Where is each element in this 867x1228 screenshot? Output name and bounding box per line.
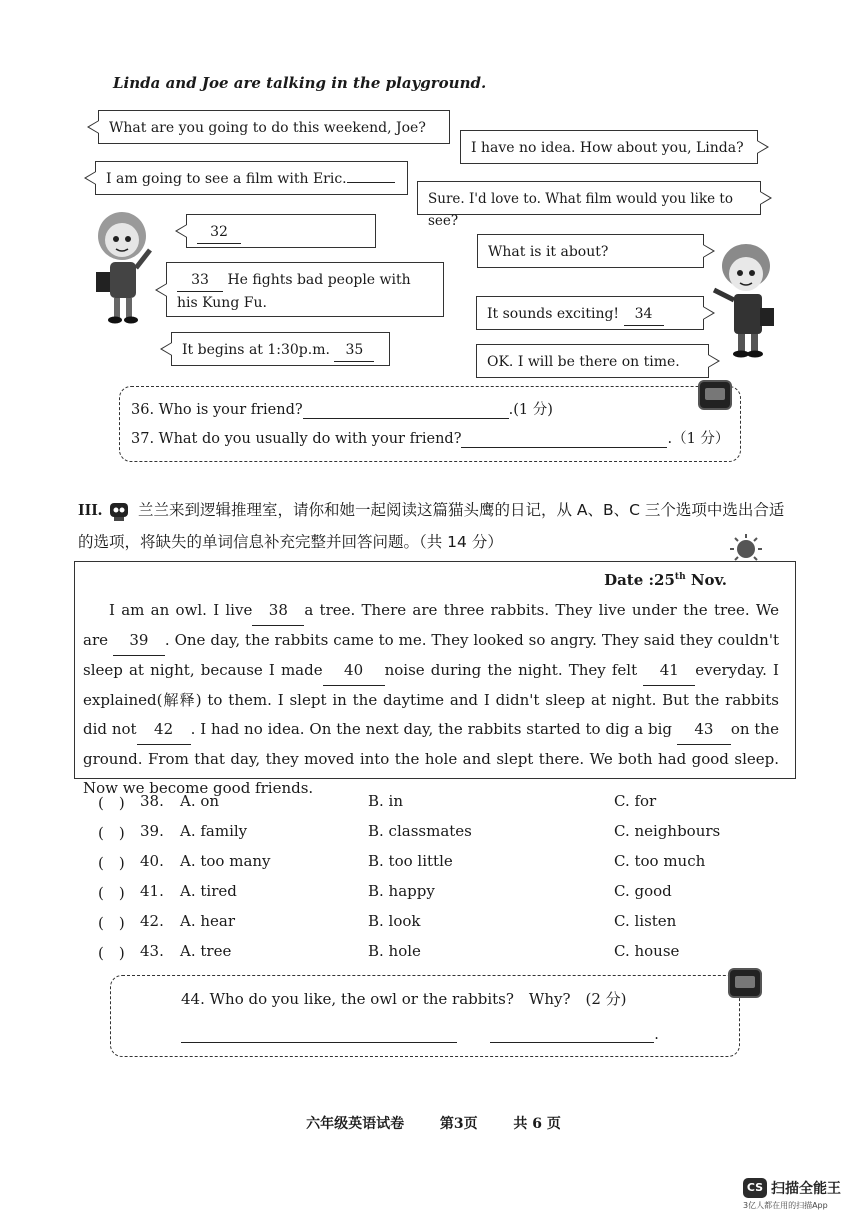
option-a: A. tree xyxy=(180,942,232,960)
answer-bracket[interactable]: ( ) xyxy=(98,854,125,872)
answer-line-2[interactable] xyxy=(490,1026,654,1043)
date-month: Nov. xyxy=(685,571,727,589)
question-44 xyxy=(181,988,627,1009)
option-number: 38. xyxy=(140,792,164,810)
diary-text xyxy=(83,596,779,803)
instruction-text: 兰兰来到逻辑推理室，请你和她一起阅读这篇猫头鹰的日记，从 A、B、C 三个选项中选出合适的选项，将缺失的单词信息补充完整并回答问题。（共 14 分） xyxy=(78,501,785,551)
answer-line-1[interactable] xyxy=(181,1026,457,1043)
diary-segment: everyday. I explained(解释) to them. I slept in the daytime and I didn't sleep at night. But the rabbits did not xyxy=(83,661,779,738)
blank-40: 40 xyxy=(323,656,385,686)
diary-segment: I am an owl. I live xyxy=(109,601,253,619)
blank-35: 35 xyxy=(334,339,374,362)
date-suffix: th xyxy=(674,572,686,582)
bubble-text: It begins at 1:30p.m. xyxy=(182,342,330,358)
section-number: III. xyxy=(78,500,103,519)
bubble-sounds-exciting xyxy=(476,296,704,330)
option-a: A. hear xyxy=(180,912,236,930)
dialog-title: Linda and Joe are talking in the playground. xyxy=(113,74,487,92)
blank-42: 42 xyxy=(137,715,191,745)
diary-segment: on the ground. From that day, they moved into the hole and slept there. We both had good sleep. Now we become good friends. xyxy=(83,720,779,797)
option-row-42 xyxy=(98,912,798,938)
bubble-text: OK. I will be there on time. xyxy=(487,354,680,370)
bubble-text: I have no idea. How about you, Linda? xyxy=(471,140,744,156)
answer-bracket[interactable]: ( ) xyxy=(98,914,125,932)
diary-segment: a tree. There are three rabbits. They live under the tree. We are xyxy=(83,601,779,649)
bubble-what-about xyxy=(477,234,704,268)
question-number: 44. xyxy=(181,990,205,1008)
blank-32: 32 xyxy=(197,221,241,244)
question-score: .（1 分） xyxy=(667,431,730,447)
bubble-kung-fu xyxy=(166,262,444,317)
tv-icon xyxy=(698,380,732,410)
watermark-name: 扫描全能王 xyxy=(771,1181,841,1197)
option-b: B. classmates xyxy=(368,822,472,840)
bubble-see-film xyxy=(95,161,408,195)
bubble-on-time xyxy=(476,344,709,378)
page-total: 共 6 页 xyxy=(513,1116,561,1132)
date-label: Date :25 xyxy=(604,571,675,589)
answer-bracket[interactable]: ( ) xyxy=(98,884,125,902)
option-c: C. house xyxy=(614,942,680,960)
blank-34: 34 xyxy=(624,303,664,326)
diary-segment: . I had no idea. On the next day, the rabbits started to dig a big xyxy=(190,720,673,738)
scanner-watermark xyxy=(743,1178,853,1211)
bubble-text: What are you going to do this weekend, Joe? xyxy=(109,120,426,136)
robot-icon xyxy=(107,500,133,522)
answer-end: . xyxy=(654,1027,659,1043)
option-b: B. hole xyxy=(368,942,421,960)
question-text: Who do you like, the owl or the rabbits? Why? (2 分) xyxy=(209,990,627,1008)
blank-43: 43 xyxy=(677,715,731,745)
answer-bracket[interactable]: ( ) xyxy=(98,944,125,962)
blank-39: 39 xyxy=(113,626,165,656)
option-a: A. tired xyxy=(180,882,237,900)
diary-date xyxy=(604,571,727,589)
answer-bracket[interactable]: ( ) xyxy=(98,824,125,842)
question-number: 37. xyxy=(131,431,155,447)
diary-segment: noise during the night. They felt xyxy=(384,661,638,679)
bubble-it-begins xyxy=(171,332,390,366)
option-b: B. too little xyxy=(368,852,453,870)
page-footer xyxy=(0,1113,867,1133)
bubble-text: I am going to see a film with Eric. xyxy=(106,171,347,187)
tv-icon xyxy=(728,968,762,998)
bubble-text: Sure. I'd love to. What film would you like to see? xyxy=(428,191,733,229)
question-text: What do you usually do with your friend? xyxy=(158,431,462,447)
option-c: C. good xyxy=(614,882,672,900)
option-number: 43. xyxy=(140,942,164,960)
option-row-38 xyxy=(98,792,798,818)
answer-line[interactable] xyxy=(303,418,509,419)
question-37 xyxy=(131,427,729,448)
option-c: C. neighbours xyxy=(614,822,721,840)
blank-33: 33 xyxy=(177,269,223,292)
option-c: C. listen xyxy=(614,912,677,930)
watermark-subtitle: 3亿人都在用的扫描App xyxy=(743,1201,828,1210)
option-c: C. too much xyxy=(614,852,706,870)
bubble-text: It sounds exciting! xyxy=(487,306,620,322)
page-number: 第3页 xyxy=(439,1116,478,1132)
option-a: A. too many xyxy=(180,852,271,870)
bubble-blank-32 xyxy=(186,214,376,248)
option-row-39 xyxy=(98,822,798,848)
option-a: A. family xyxy=(180,822,248,840)
question-number: 36. xyxy=(131,402,155,418)
option-b: B. in xyxy=(368,792,404,810)
diary-segment: . One day, the rabbits came to me. They looked so angry. They said they couldn't sleep at night, because I made xyxy=(83,631,779,679)
option-a: A. on xyxy=(180,792,220,810)
question-score: .(1 分) xyxy=(508,402,553,418)
sun-icon xyxy=(726,533,766,563)
blank-38: 38 xyxy=(252,596,304,626)
question-text: Who is your friend? xyxy=(158,402,303,418)
bubble-what-film xyxy=(417,181,761,229)
blank-41: 41 xyxy=(643,656,695,686)
answer-bracket[interactable]: ( ) xyxy=(98,794,125,812)
paper-name: 六年级英语试卷 xyxy=(306,1116,405,1132)
blank-line xyxy=(347,182,395,183)
boy-illustration xyxy=(710,238,778,360)
option-number: 42. xyxy=(140,912,164,930)
option-b: B. happy xyxy=(368,882,435,900)
option-row-41 xyxy=(98,882,798,908)
question-36 xyxy=(131,398,553,419)
option-number: 39. xyxy=(140,822,164,840)
section-3-instruction xyxy=(78,494,798,558)
bubble-text: What is it about? xyxy=(488,244,609,260)
bubble-joe-weekend xyxy=(98,110,450,144)
option-row-43 xyxy=(98,942,798,968)
camscanner-logo-icon: CS xyxy=(743,1178,767,1198)
answer-line[interactable] xyxy=(461,447,667,448)
option-c: C. for xyxy=(614,792,657,810)
option-row-40 xyxy=(98,852,798,878)
girl-illustration xyxy=(92,206,158,330)
bubble-no-idea xyxy=(460,130,758,164)
question-44-answer-lines xyxy=(181,1026,659,1043)
option-number: 41. xyxy=(140,882,164,900)
option-number: 40. xyxy=(140,852,164,870)
option-b: B. look xyxy=(368,912,421,930)
bubble-text: He fights bad people with his Kung Fu. xyxy=(177,272,411,311)
